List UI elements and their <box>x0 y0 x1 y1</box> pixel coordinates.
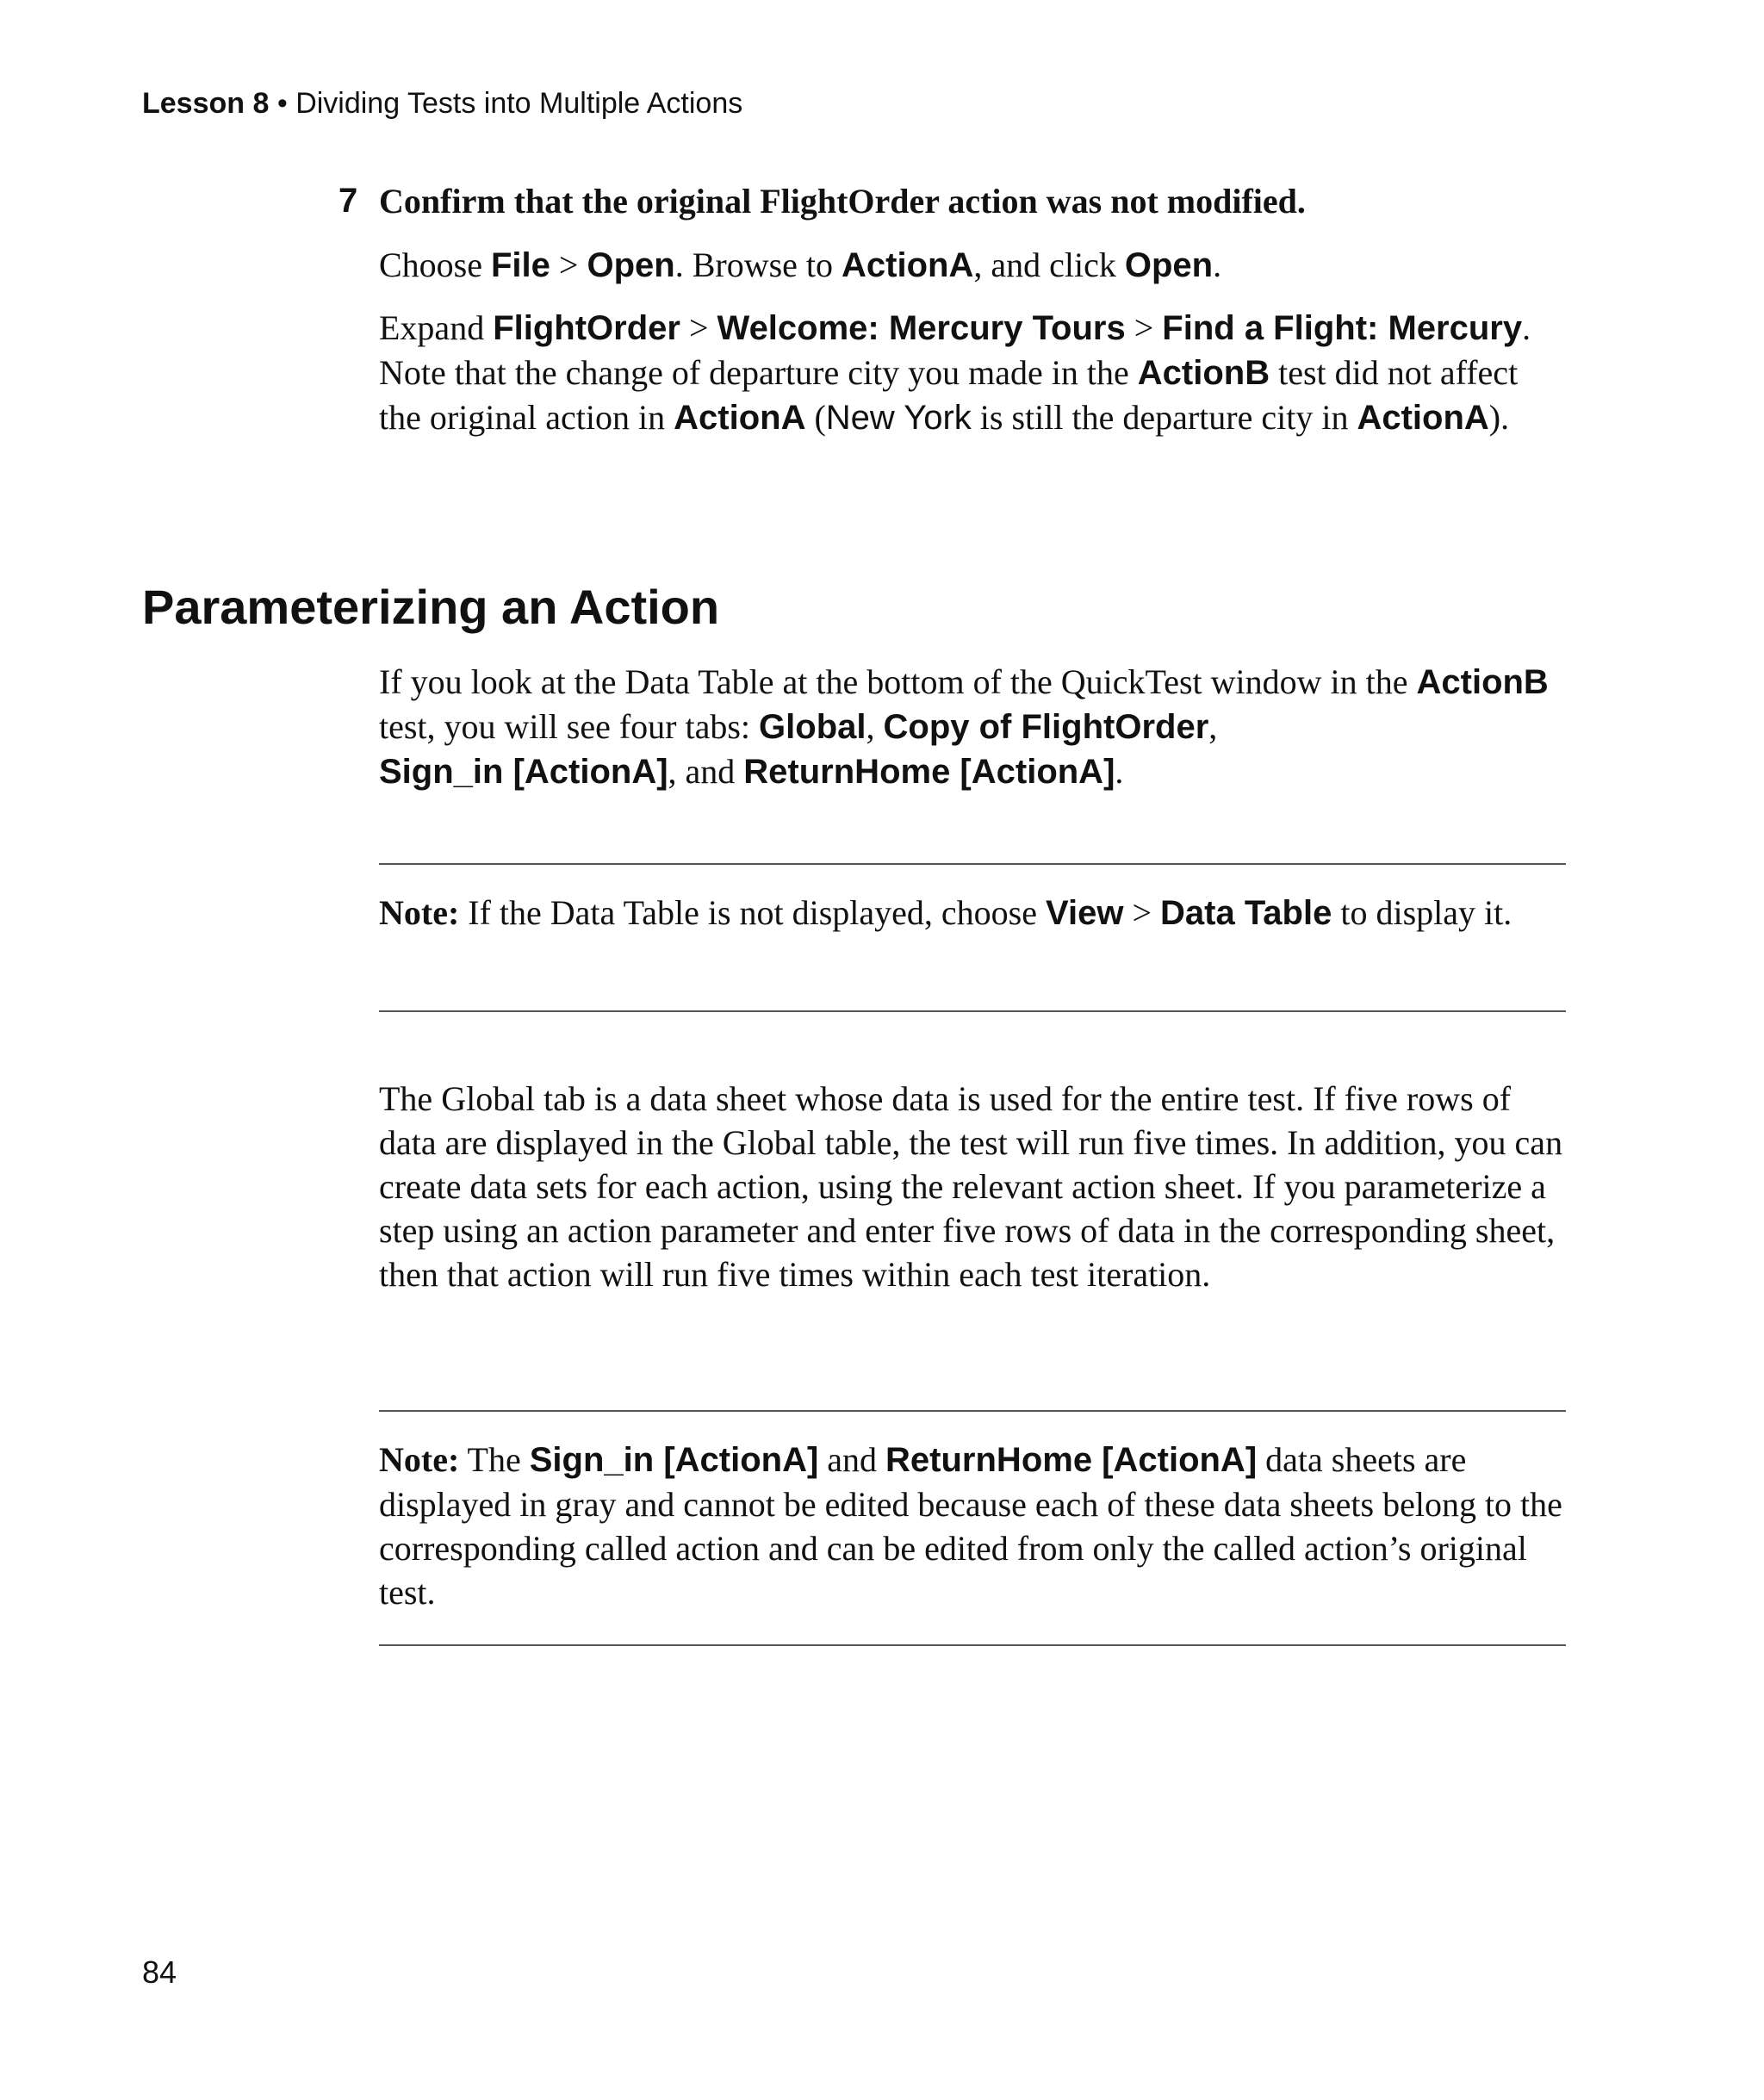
text: ( <box>805 398 826 437</box>
sheet-sign-in: Sign_in [ActionA] <box>529 1441 819 1479</box>
note-rule-top <box>379 863 1566 865</box>
step-number: 7 <box>339 182 358 220</box>
text: , and <box>668 752 744 791</box>
test-name-actiona: ActionA <box>1357 399 1489 437</box>
note-2 <box>379 1438 1568 1614</box>
menu-open: Open <box>587 246 675 284</box>
note-rule-bottom <box>379 1010 1566 1012</box>
text: . <box>1213 245 1222 284</box>
text: , <box>1208 707 1218 746</box>
text: Choose <box>379 245 491 284</box>
text: The <box>459 1440 530 1479</box>
step-paragraph-open <box>379 243 1568 288</box>
lesson-label: Lesson 8 <box>142 87 270 120</box>
text: ). <box>1488 398 1510 437</box>
text: . Note that the change of departure city you made in the <box>379 308 1531 392</box>
menu-view: View <box>1046 894 1124 932</box>
text: > <box>550 245 587 284</box>
text: , <box>866 707 884 746</box>
text: to display it. <box>1332 893 1512 932</box>
text: If the Data Table is not displayed, choose <box>459 893 1047 932</box>
note-rule-top <box>379 1410 1566 1412</box>
tree-flightorder: FlightOrder <box>493 309 680 347</box>
tree-welcome: Welcome: Mercury Tours <box>717 309 1126 347</box>
menu-data-table: Data Table <box>1160 894 1332 932</box>
note-label: Note: <box>379 893 460 932</box>
text: test, you will see four tabs: <box>379 707 760 746</box>
value-new-york: New York <box>825 399 972 437</box>
menu-file: File <box>491 246 550 284</box>
running-head <box>142 84 742 122</box>
test-name-actionb: ActionB <box>1137 354 1270 392</box>
text: > <box>680 308 717 347</box>
tab-sign-in: Sign_in [ActionA] <box>379 753 668 791</box>
test-name-actiona: ActionA <box>674 399 806 437</box>
text: . Browse to <box>674 245 842 284</box>
text: is still the departure city in <box>971 398 1357 437</box>
sheet-returnhome: ReturnHome [ActionA] <box>885 1441 1258 1479</box>
page-number: 84 <box>142 1954 177 1990</box>
global-paragraph: The Global tab is a data sheet whose data is used for the entire test. If five rows of data are displayed in the Global table, the test will run five times. In addition, you can create data sets for each action, using the relevant action sheet. If you parameterize a step using an action parameter and enter five rows of data in the corresponding sheet, then that action will run five times within each test iteration. <box>379 1079 1563 1294</box>
chapter-title: Dividing Tests into Multiple Actions <box>295 87 743 120</box>
text: test did not affect the original action in <box>379 353 1519 437</box>
note-rule-bottom <box>379 1644 1566 1646</box>
test-name-actiona: ActionA <box>842 246 974 284</box>
tab-returnhome: ReturnHome [ActionA] <box>743 753 1115 791</box>
text: . <box>1115 752 1124 791</box>
note-label: Note: <box>379 1440 460 1479</box>
text: Expand <box>379 308 494 347</box>
section-title: Parameterizing an Action <box>142 580 720 634</box>
running-head-separator: • <box>269 87 296 120</box>
note-1 <box>379 891 1568 935</box>
text: , and click <box>973 245 1125 284</box>
text: data sheets are displayed in gray and cannot be edited because each of these data sheets belong to the corresponding called action and can be edited from only the called action’s original test. <box>379 1440 1562 1612</box>
text: > <box>1123 893 1161 932</box>
text: > <box>1125 308 1163 347</box>
step-heading: Confirm that the original FlightOrder action was not modified. <box>379 182 1306 221</box>
test-name-actionb: ActionB <box>1416 663 1549 701</box>
step-paragraph-expand <box>379 306 1568 440</box>
button-open: Open <box>1124 246 1214 284</box>
text: and <box>818 1440 886 1479</box>
text: If you look at the Data Table at the bottom of the QuickTest window in the <box>379 662 1417 701</box>
section-intro <box>379 660 1568 794</box>
tree-find-flight: Find a Flight: Mercury <box>1162 309 1523 347</box>
tab-copy-of-flightorder: Copy of FlightOrder <box>883 708 1209 746</box>
tab-global: Global <box>759 708 866 746</box>
